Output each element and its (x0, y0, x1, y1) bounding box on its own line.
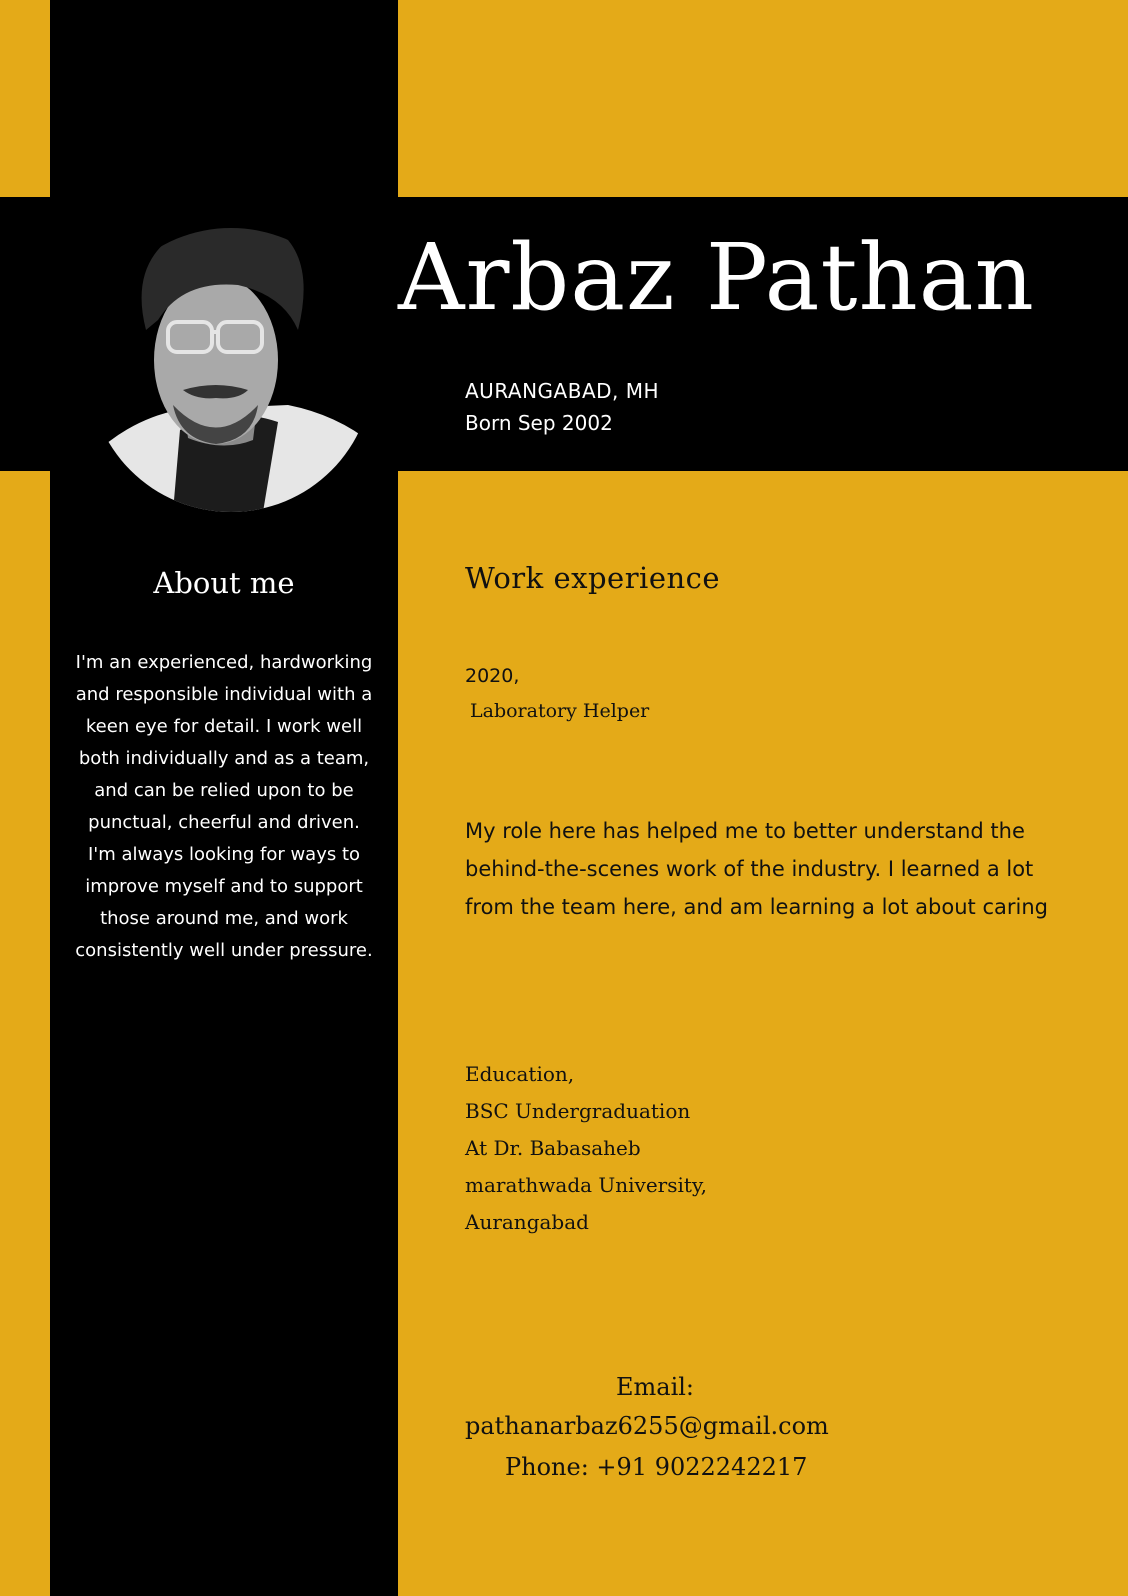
birth-date: Born Sep 2002 (465, 411, 613, 435)
education-line: At Dr. Babasaheb (465, 1136, 641, 1160)
email-label: Email: (615, 1373, 695, 1401)
education-line: BSC Undergraduation (465, 1099, 691, 1123)
candidate-name: Arbaz Pathan (398, 224, 1035, 331)
education-block (465, 1056, 707, 1241)
education-line: Aurangabad (465, 1210, 589, 1234)
about-text: I'm an experienced, hardworking and responsible individual with a keen eye for detail. I work well both individually and as a team, and can be relied upon to be punctual, cheerful and driven. I'm always looking for ways to improve myself and to support those around me, and work consistently well under pressure. (75, 652, 373, 961)
email-address[interactable]: pathanarbaz6255@gmail.com (465, 1412, 829, 1440)
work-year: 2020, (465, 665, 520, 687)
work-heading: Work experience (465, 561, 721, 595)
work-description: My role here has helped me to better understand the behind-the-scenes work of the industry. I learned a lot from the team here, and am learning a lot about caring (465, 819, 1048, 919)
work-role: Laboratory Helper (470, 700, 650, 722)
phone-number[interactable]: Phone: +91 9022242217 (505, 1453, 808, 1481)
location: AURANGABAD, MH (465, 379, 660, 403)
education-line: marathwada University, (465, 1173, 707, 1197)
education-line: Education, (465, 1062, 575, 1086)
profile-photo (88, 200, 374, 512)
about-heading: About me (153, 566, 295, 600)
